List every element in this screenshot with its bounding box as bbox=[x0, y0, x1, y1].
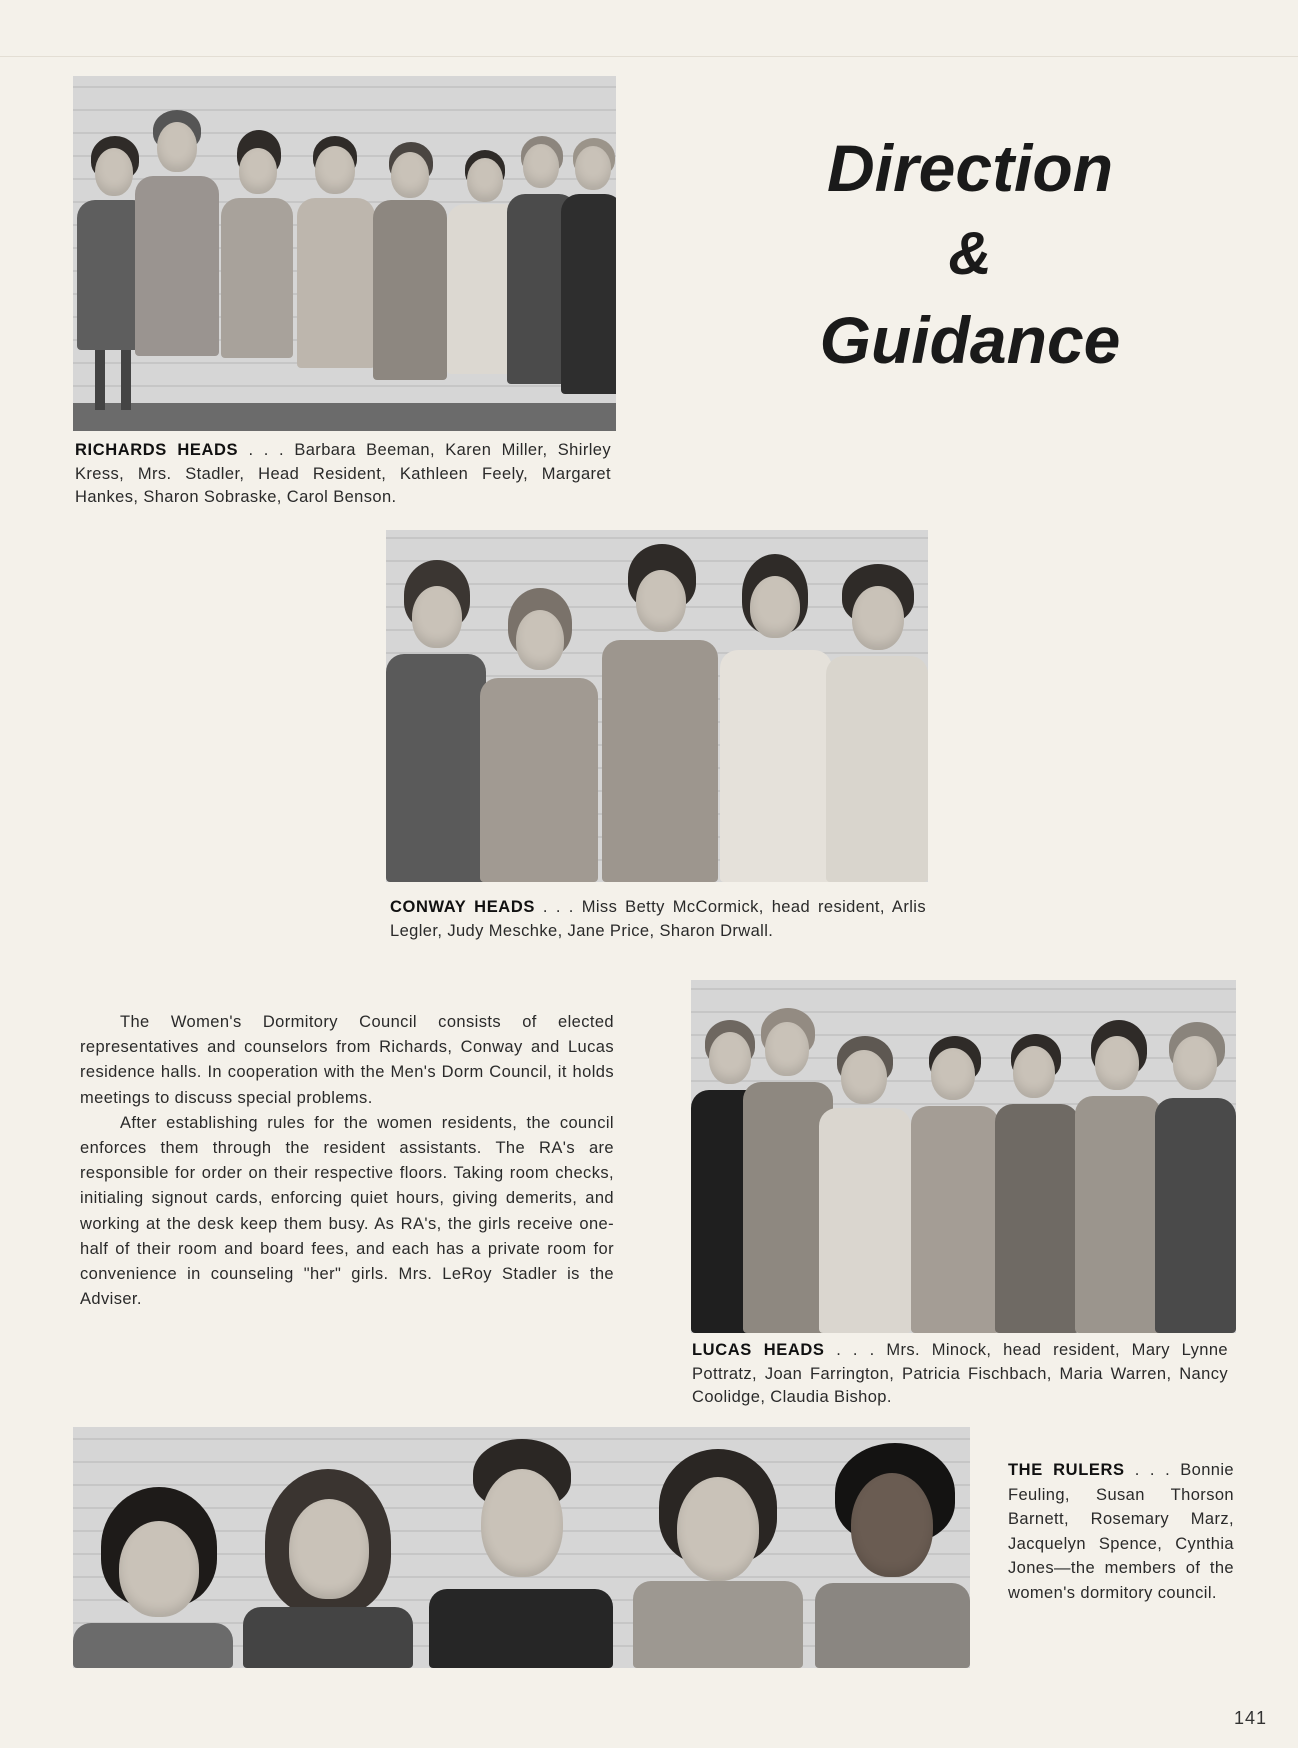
council-description bbox=[80, 1010, 614, 1312]
photo-lucas-heads bbox=[691, 980, 1236, 1333]
caption-richards-text: . . . Barbara Beeman, Karen Miller, Shirley Kress, Mrs. Stadler, Head Resident, Kathleen Feely, Margaret Hankes, Sharon Sobraske, Carol Benson. bbox=[75, 441, 612, 506]
page-number: 141 bbox=[1234, 1708, 1268, 1728]
caption-richards-lead: RICHARDS HEADS bbox=[75, 441, 239, 459]
title-line-ampersand: & bbox=[948, 220, 992, 287]
council-paragraph-1: The Women's Dormitory Council consists of elected representatives and counselors from Richards, Conway and Lucas residence halls. In cooperation with the Men's Dorm Council, it holds meetings to discuss special problems. bbox=[80, 1013, 614, 1107]
photo-the-rulers bbox=[73, 1427, 970, 1668]
caption-the-rulers bbox=[1008, 1458, 1234, 1606]
caption-conway-lead: CONWAY HEADS bbox=[390, 898, 535, 916]
council-paragraph-2: After establishing rules for the women residents, the council enforces them through the resident assistants. The RA's are responsible for order on their respective floors. Taking room checks, initialing signout cards, enforcing quiet hours, giving demerits, and working at the desk keep them busy. As RA's, the girls receive one-half of their room and board fees, and each has a private room for convenience in counseling "her" girls. Mrs. LeRoy Stadler is the Adviser. bbox=[80, 1113, 614, 1309]
page-edge bbox=[0, 56, 1298, 57]
photo-conway-heads bbox=[386, 530, 928, 882]
caption-conway-text: . . . Miss Betty McCormick, head resident, Arlis Legler, Judy Meschke, Jane Price, Sharon Drwall. bbox=[390, 898, 926, 940]
caption-rulers-lead: THE RULERS bbox=[1008, 1461, 1125, 1479]
caption-conway-heads bbox=[390, 896, 926, 943]
caption-lucas-heads bbox=[692, 1339, 1228, 1410]
caption-richards-heads bbox=[75, 439, 611, 510]
caption-lucas-text: . . . Mrs. Minock, head resident, Mary Lynne Pottratz, Joan Farrington, Patricia Fischbach, Maria Warren, Nancy Coolidge, Claudia Bishop. bbox=[692, 1341, 1229, 1406]
title-line-direction: Direction bbox=[826, 131, 1114, 205]
caption-lucas-lead: LUCAS HEADS bbox=[692, 1341, 825, 1359]
page-title bbox=[790, 124, 1150, 384]
title-line-guidance: Guidance bbox=[819, 303, 1121, 377]
caption-rulers-text: . . . Bonnie Feuling, Susan Thorson Barnett, Rosemary Marz, Jacquelyn Spence, Cynthia Jones—the members of the women's dormitory council. bbox=[1008, 1461, 1235, 1602]
photo-richards-heads bbox=[73, 76, 616, 431]
